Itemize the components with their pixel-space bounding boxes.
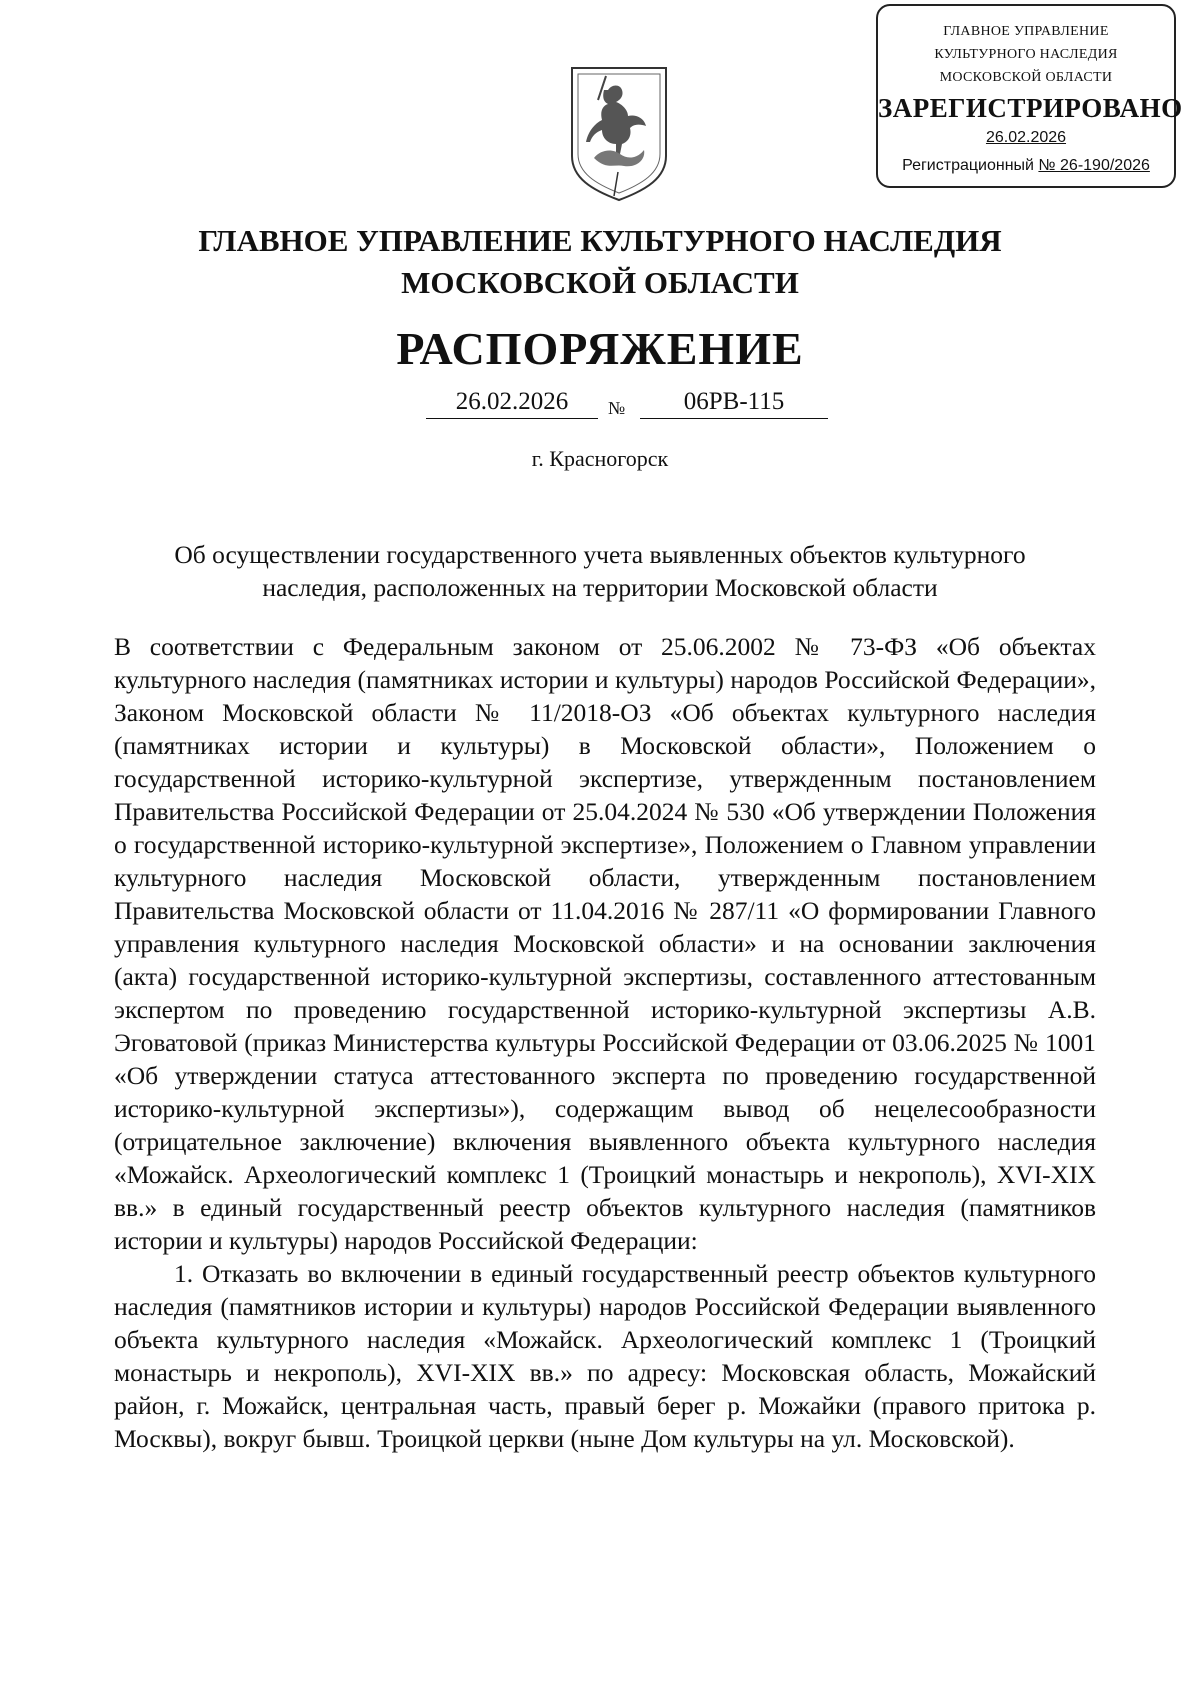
document-type: РАСПОРЯЖЕНИЕ — [396, 323, 804, 374]
document-number: 06РВ-115 — [640, 388, 828, 419]
coat-of-arms-icon — [568, 60, 670, 202]
document-date: 26.02.2026 — [426, 388, 598, 419]
stamp-reg-label: Регистрационный — [902, 157, 1034, 174]
agency-name — [0, 220, 1200, 304]
stamp-reg-value: № 26-190/2026 — [1038, 157, 1150, 174]
stamp-org-line3: МОСКОВСКОЙ ОБЛАСТИ — [939, 70, 1113, 85]
registration-stamp — [876, 4, 1183, 188]
number-sign: № — [608, 398, 626, 418]
stamp-org-line1: ГЛАВНОЕ УПРАВЛЕНИЕ — [943, 24, 1109, 39]
agency-name-line2: МОСКОВСКОЙ ОБЛАСТИ — [401, 265, 799, 300]
item-1-paragraph: 1. Отказать во включении в единый государственный реестр объектов культурного наследия (памятников истории и культуры) народов Российской Федерации выявленного объекта культурного наследия «Можайск. Археологический комплекс 1 (Троицкий монастырь и некрополь), XVI-XIX вв.» по адресу: Московская область, Можайский район, г. Можайск, центральная часть, правый берег р. Можайки (правого притока р. Москвы), вокруг бывш. Троицкой церкви (ныне Дом культуры на ул. Московской). — [114, 1259, 1096, 1453]
document-title: Об осуществлении государственного учета выявленных объектов культурного наследия, расположенных на территории Московской области — [174, 540, 1026, 602]
stamp-reg-number — [878, 151, 1174, 181]
stamp-org-line2: КУЛЬТУРНОГО НАСЛЕДИЯ — [934, 47, 1118, 62]
document-city: г. Красногорск — [531, 446, 669, 471]
stamp-status: ЗАРЕГИСТРИРОВАНО — [878, 93, 1183, 123]
document-body — [114, 630, 1096, 1455]
stamp-date: 26.02.2026 — [985, 129, 1067, 146]
agency-name-line1: ГЛАВНОЕ УПРАВЛЕНИЕ КУЛЬТУРНОГО НАСЛЕДИЯ — [198, 223, 1002, 258]
preamble-paragraph: В соответствии с Федеральным законом от 25.06.2002 № 73-ФЗ «Об объектах культурного наследия (памятниках истории и культуры) народов Российской Федерации», Законом Московской области № 11/2018-ОЗ «Об объектах культурного наследия (памятниках истории и культуры) в Московской области», Положением о государственной историко-культурной экспертизе, утвержденным постановлением Правительства Российской Федерации от 25.04.2024 № 530 «Об утверждении Положения о государственной историко-культурной экспертизе», Положением о Главном управлении культурного наследия Московской области, утвержденным постановлением Правительства Московской области от 11.04.2016 № 287/11 «О формировании Главного управления культурного наследия Московской области» и на основании заключения (акта) государственной историко-культурной экспертизы, составленного аттестованным экспертом по проведению государственной историко-культурной экспертизы А.В. Эговатовой (приказ Министерства культуры Российской Федерации от 03.06.2025 № 1001 «Об утверждении статуса аттестованного эксперта по проведению государственной историко-культурной экспертизы»), содержащим вывод об нецелесообразности (отрицательное заключение) включения выявленного объекта культурного наследия «Можайск. Археологический комплекс 1 (Троицкий монастырь и некрополь), XVI-XIX вв.» в единый государственный реестр объектов культурного наследия (памятников истории и культуры) народов Российской Федерации: — [114, 632, 1096, 1255]
